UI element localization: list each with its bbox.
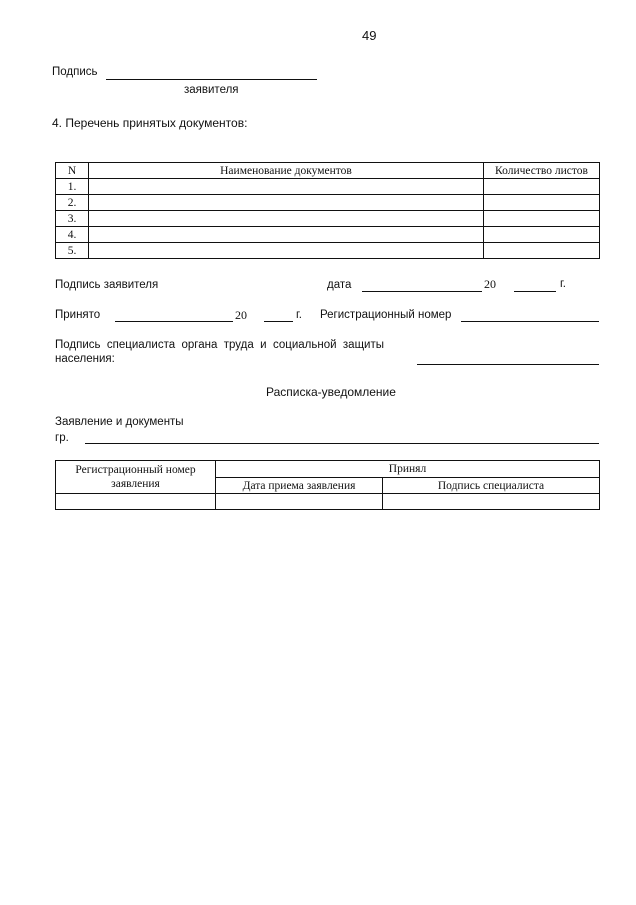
- signature-line: [106, 79, 317, 80]
- document-name-cell[interactable]: [89, 211, 484, 227]
- table-row: [56, 211, 600, 227]
- accepted-by-header: Принял: [216, 461, 600, 478]
- accepted-date-line[interactable]: [115, 321, 233, 322]
- specialist-signature-line2: населения:: [55, 353, 115, 365]
- accepted-label: Принято: [55, 309, 101, 321]
- page-number: 49: [362, 28, 377, 43]
- date-label: дата: [327, 279, 352, 291]
- documents-table: [55, 162, 600, 259]
- specialist-signature-header: Подпись специалиста: [383, 478, 600, 494]
- registration-number-line[interactable]: [461, 321, 599, 322]
- date-received-header: Дата приема заявления: [216, 478, 383, 494]
- sheet-count-cell[interactable]: [484, 179, 600, 195]
- specialist-signature-cell[interactable]: [383, 494, 600, 510]
- signature-label: Подпись: [52, 66, 98, 78]
- year-prefix: 20: [484, 277, 496, 291]
- specialist-signature-line[interactable]: [417, 364, 599, 365]
- row-number: 4.: [56, 227, 89, 243]
- row-number: 3.: [56, 211, 89, 227]
- accepted-year-suffix: г.: [296, 309, 302, 321]
- document-name-cell[interactable]: [89, 227, 484, 243]
- table-row: [56, 494, 600, 510]
- receipt-title: Расписка-уведомление: [266, 385, 396, 399]
- sheet-count-cell[interactable]: [484, 211, 600, 227]
- registration-number-header: Регистрационный номер заявления: [56, 461, 216, 494]
- document-name-cell[interactable]: [89, 179, 484, 195]
- sheet-count-cell[interactable]: [484, 227, 600, 243]
- date-received-cell[interactable]: [216, 494, 383, 510]
- application-docs-line2: гр.: [55, 432, 69, 444]
- year-suffix: г.: [560, 278, 566, 290]
- column-header-count: Количество листов: [484, 163, 600, 179]
- year-line[interactable]: [514, 291, 556, 292]
- section4-title: 4. Перечень принятых документов:: [52, 116, 248, 130]
- table-row: [56, 243, 600, 259]
- registration-number-cell[interactable]: [56, 494, 216, 510]
- document-name-cell[interactable]: [89, 243, 484, 259]
- row-number: 5.: [56, 243, 89, 259]
- accepted-year-line[interactable]: [264, 321, 293, 322]
- date-line[interactable]: [362, 291, 482, 292]
- document-name-cell[interactable]: [89, 195, 484, 211]
- table-header-row: [56, 163, 600, 179]
- row-number: 1.: [56, 179, 89, 195]
- application-docs-line1: Заявление и документы: [55, 416, 184, 428]
- applicant-name-line[interactable]: [85, 443, 599, 444]
- receipt-table: [55, 460, 600, 510]
- table-row: [56, 179, 600, 195]
- accepted-year-prefix: 20: [235, 308, 247, 322]
- table-row: [56, 227, 600, 243]
- row-number: 2.: [56, 195, 89, 211]
- sheet-count-cell[interactable]: [484, 195, 600, 211]
- signature-sublabel: заявителя: [184, 84, 239, 96]
- column-header-name: Наименование документов: [89, 163, 484, 179]
- column-header-n: N: [56, 163, 89, 179]
- table-row: [56, 195, 600, 211]
- applicant-signature-label: Подпись заявителя: [55, 279, 159, 291]
- specialist-signature-line1: Подпись специалиста органа труда и социальной защиты: [55, 339, 384, 351]
- sheet-count-cell[interactable]: [484, 243, 600, 259]
- registration-number-label: Регистрационный номер: [320, 309, 452, 321]
